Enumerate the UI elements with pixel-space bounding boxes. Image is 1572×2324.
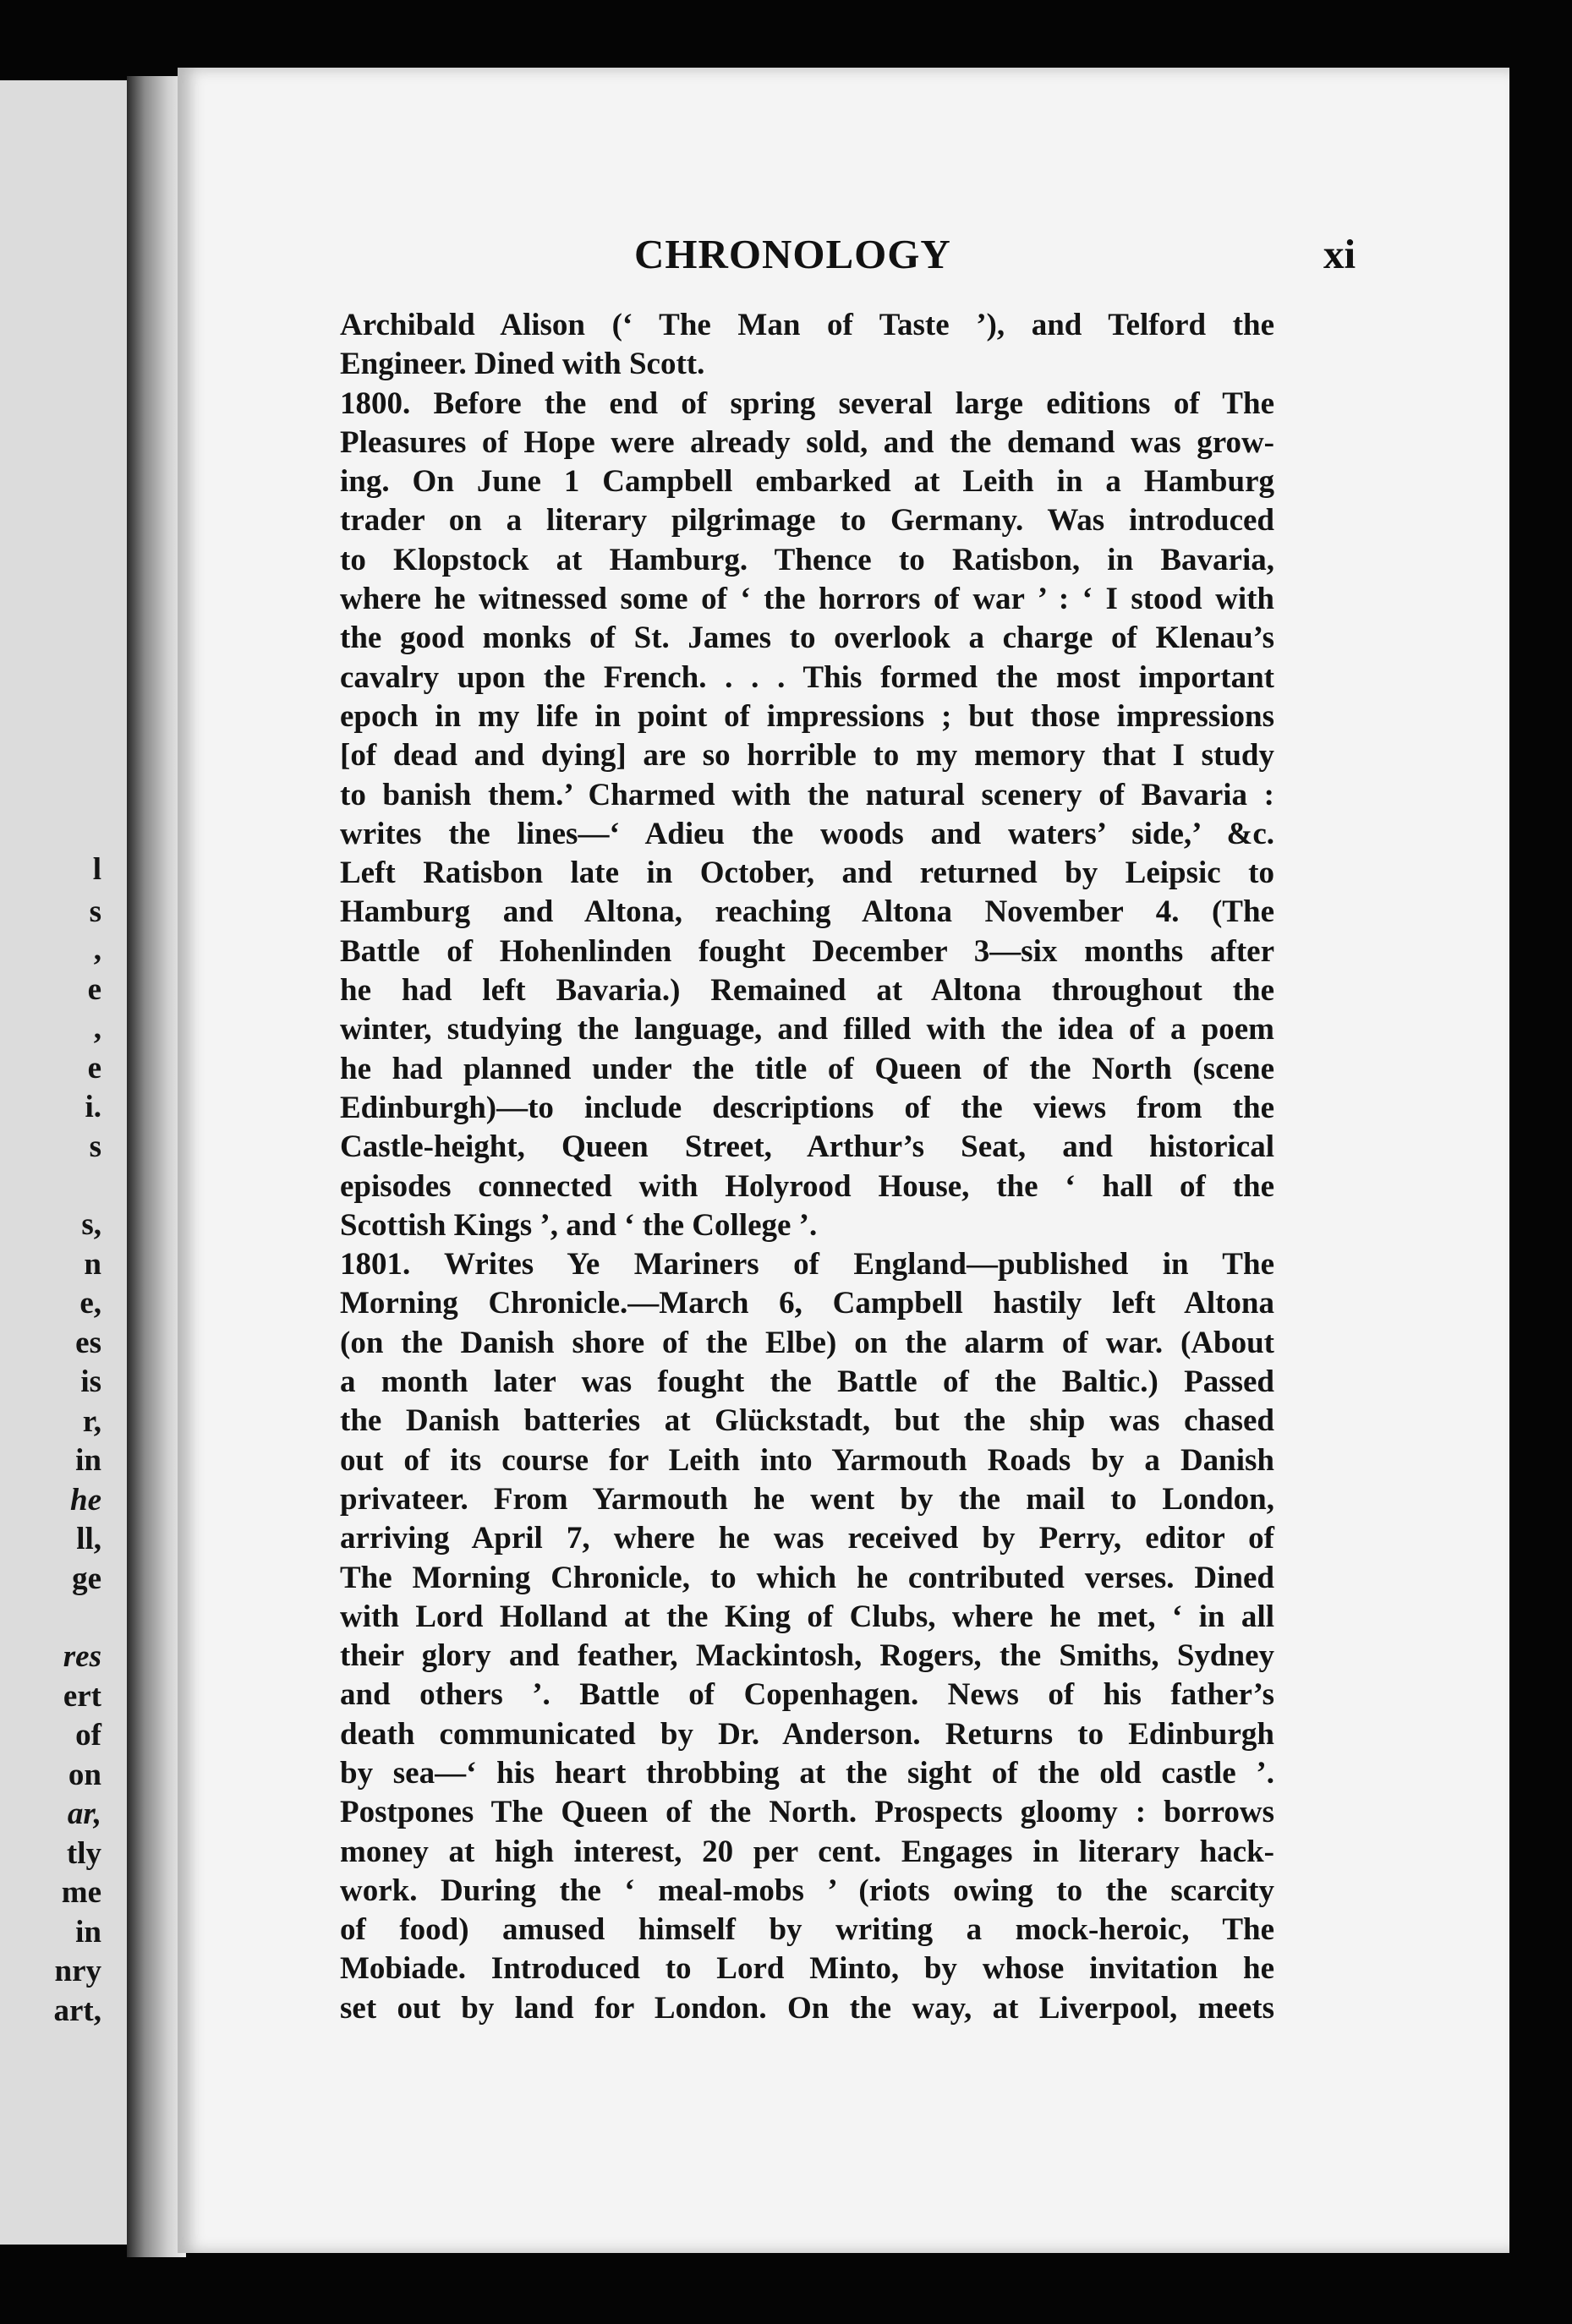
margin-fragment: , <box>93 1011 101 1046</box>
book-page <box>178 68 1509 2253</box>
text-line: winter, studying the language, and filled with the idea of a poem <box>340 1012 1274 1047</box>
margin-fragment: on <box>68 1758 101 1792</box>
text-line: The Morning Chronicle, to which he contributed verses. Dined <box>340 1560 1274 1595</box>
text-line: privateer. From Yarmouth he went by the mail to London, <box>340 1481 1274 1517</box>
margin-fragment: n <box>84 1247 101 1282</box>
text-line: Archibald Alison (‘ The Man of Taste ’), and Telford the <box>340 308 1274 342</box>
margin-fragment: ar, <box>67 1796 101 1831</box>
margin-fragment: i. <box>85 1090 101 1124</box>
text-line: and others ’. Battle of Copenhagen. News of his father’s <box>340 1677 1274 1713</box>
margin-fragment: s <box>89 1129 101 1164</box>
text-line: to Klopstock at Hamburg. Thence to Ratisbon, in Bavaria, <box>340 542 1274 577</box>
text-line: writes the lines—‘ Adieu the woods and waters’ side,’ &c. <box>340 816 1274 851</box>
text-line: the good monks of St. James to overlook a charge of Klenau’s <box>340 621 1274 656</box>
margin-fragment: es <box>75 1326 101 1360</box>
text-line: he had planned under the title of Queen of the North (scene <box>340 1051 1274 1086</box>
text-line: Castle-height, Queen Street, Arthur’s Seat, and historical <box>340 1129 1274 1165</box>
facing-page-edge <box>0 80 140 2245</box>
margin-fragment: , <box>93 932 101 967</box>
margin-fragment: res <box>63 1639 101 1674</box>
text-line: he had left Bavaria.) Remained at Altona throughout the <box>340 973 1274 1009</box>
chronology-text <box>340 306 1274 2028</box>
text-line: trader on a literary pilgrimage to Germany. Was introduced <box>340 503 1274 539</box>
margin-fragment: of <box>75 1718 101 1753</box>
text-line: money at high interest, 20 per cent. Engages in literary hack- <box>340 1834 1274 1869</box>
page-number: xi <box>1323 231 1356 277</box>
margin-fragment: tly <box>66 1836 101 1871</box>
margin-fragment: in <box>75 1443 101 1478</box>
year-entry-1800: 1800. Before the end of spring several large editions of The <box>340 386 1274 421</box>
margin-fragment: l <box>92 852 101 887</box>
text-line: Edinburgh)—to include descriptions of the views from the <box>340 1090 1274 1125</box>
margin-fragment: art, <box>53 1993 101 2028</box>
text-line: Pleasures of Hope were already sold, and the demand was grow- <box>340 424 1274 460</box>
text-line: Postpones The Queen of the North. Prospects gloomy : borrows <box>340 1795 1274 1830</box>
text-line: Engineer. Dined with Scott. <box>340 347 705 382</box>
text-line: (on the Danish shore of the Elbe) on the alarm of war. (About <box>340 1325 1274 1360</box>
margin-fragment: ert <box>63 1679 101 1714</box>
margin-fragment: he <box>70 1483 101 1517</box>
text-line: epoch in my life in point of impressions ; but those impressions <box>340 698 1274 734</box>
text-line: Morning Chronicle.—March 6, Campbell hastily left Altona <box>340 1286 1274 1321</box>
text-line: ing. On June 1 Campbell embarked at Leith in a Hamburg <box>340 464 1274 500</box>
text-line: where he witnessed some of ‘ the horrors of war ’ : ‘ I stood with <box>340 582 1274 617</box>
text-line: Mobiade. Introduced to Lord Minto, by whose invitation he <box>340 1951 1274 1987</box>
margin-fragment: e <box>87 1051 101 1085</box>
text-line: by sea—‘ his heart throbbing at the sight of the old castle ’. <box>340 1755 1274 1791</box>
margin-fragment: in <box>75 1915 101 1949</box>
text-line: death communicated by Dr. Anderson. Returns to Edinburgh <box>340 1716 1274 1752</box>
text-line: Scottish Kings ’, and ‘ the College ’. <box>340 1207 818 1243</box>
margin-fragment: s, <box>81 1207 101 1242</box>
margin-fragment: r, <box>82 1404 101 1439</box>
text-line: cavalry upon the French. . . . This formed the most important <box>340 659 1274 695</box>
text-line: work. During the ‘ meal-mobs ’ (riots owing to the scarcity <box>340 1873 1274 1908</box>
margin-fragment: e, <box>79 1286 101 1321</box>
text-line: the Danish batteries at Glückstadt, but the ship was chased <box>340 1403 1274 1439</box>
margin-fragment: ll, <box>76 1522 101 1556</box>
text-line: episodes connected with Holyrood House, the ‘ hall of the <box>340 1168 1274 1204</box>
margin-fragment: ge <box>72 1561 101 1596</box>
year-entry-1801: 1801. Writes Ye Mariners of England—published in The <box>340 1247 1274 1282</box>
text-line: of food) amused himself by writing a mock-heroic, The <box>340 1912 1274 1948</box>
text-line: a month later was fought the Battle of the Baltic.) Passed <box>340 1364 1274 1400</box>
text-line: out of its course for Leith into Yarmouth Roads by a Danish <box>340 1442 1274 1478</box>
text-line: set out by land for London. On the way, at Liverpool, meets <box>340 1990 1274 2026</box>
margin-fragment: nry <box>54 1954 101 1988</box>
margin-fragment: is <box>80 1364 101 1399</box>
margin-fragment: e <box>87 972 101 1007</box>
text-line: their glory and feather, Mackintosh, Rogers, the Smiths, Sydney <box>340 1638 1274 1674</box>
text-line: Battle of Hohenlinden fought December 3—six months after <box>340 933 1274 969</box>
text-line: to banish them.’ Charmed with the natural scenery of Bavaria : <box>340 777 1274 812</box>
margin-fragment: s <box>89 894 101 929</box>
text-line: with Lord Holland at the King of Clubs, where he met, ‘ in all <box>340 1599 1274 1634</box>
text-line: [of dead and dying] are so horrible to my memory that I study <box>340 738 1274 774</box>
text-line: Hamburg and Altona, reaching Altona November 4. (The <box>340 894 1274 930</box>
margin-fragment: me <box>61 1875 101 1910</box>
running-head-title: CHRONOLOGY <box>634 231 951 277</box>
text-line: Left Ratisbon late in October, and returned by Leipsic to <box>340 856 1274 891</box>
text-line: arriving April 7, where he was received by Perry, editor of <box>340 1521 1274 1556</box>
